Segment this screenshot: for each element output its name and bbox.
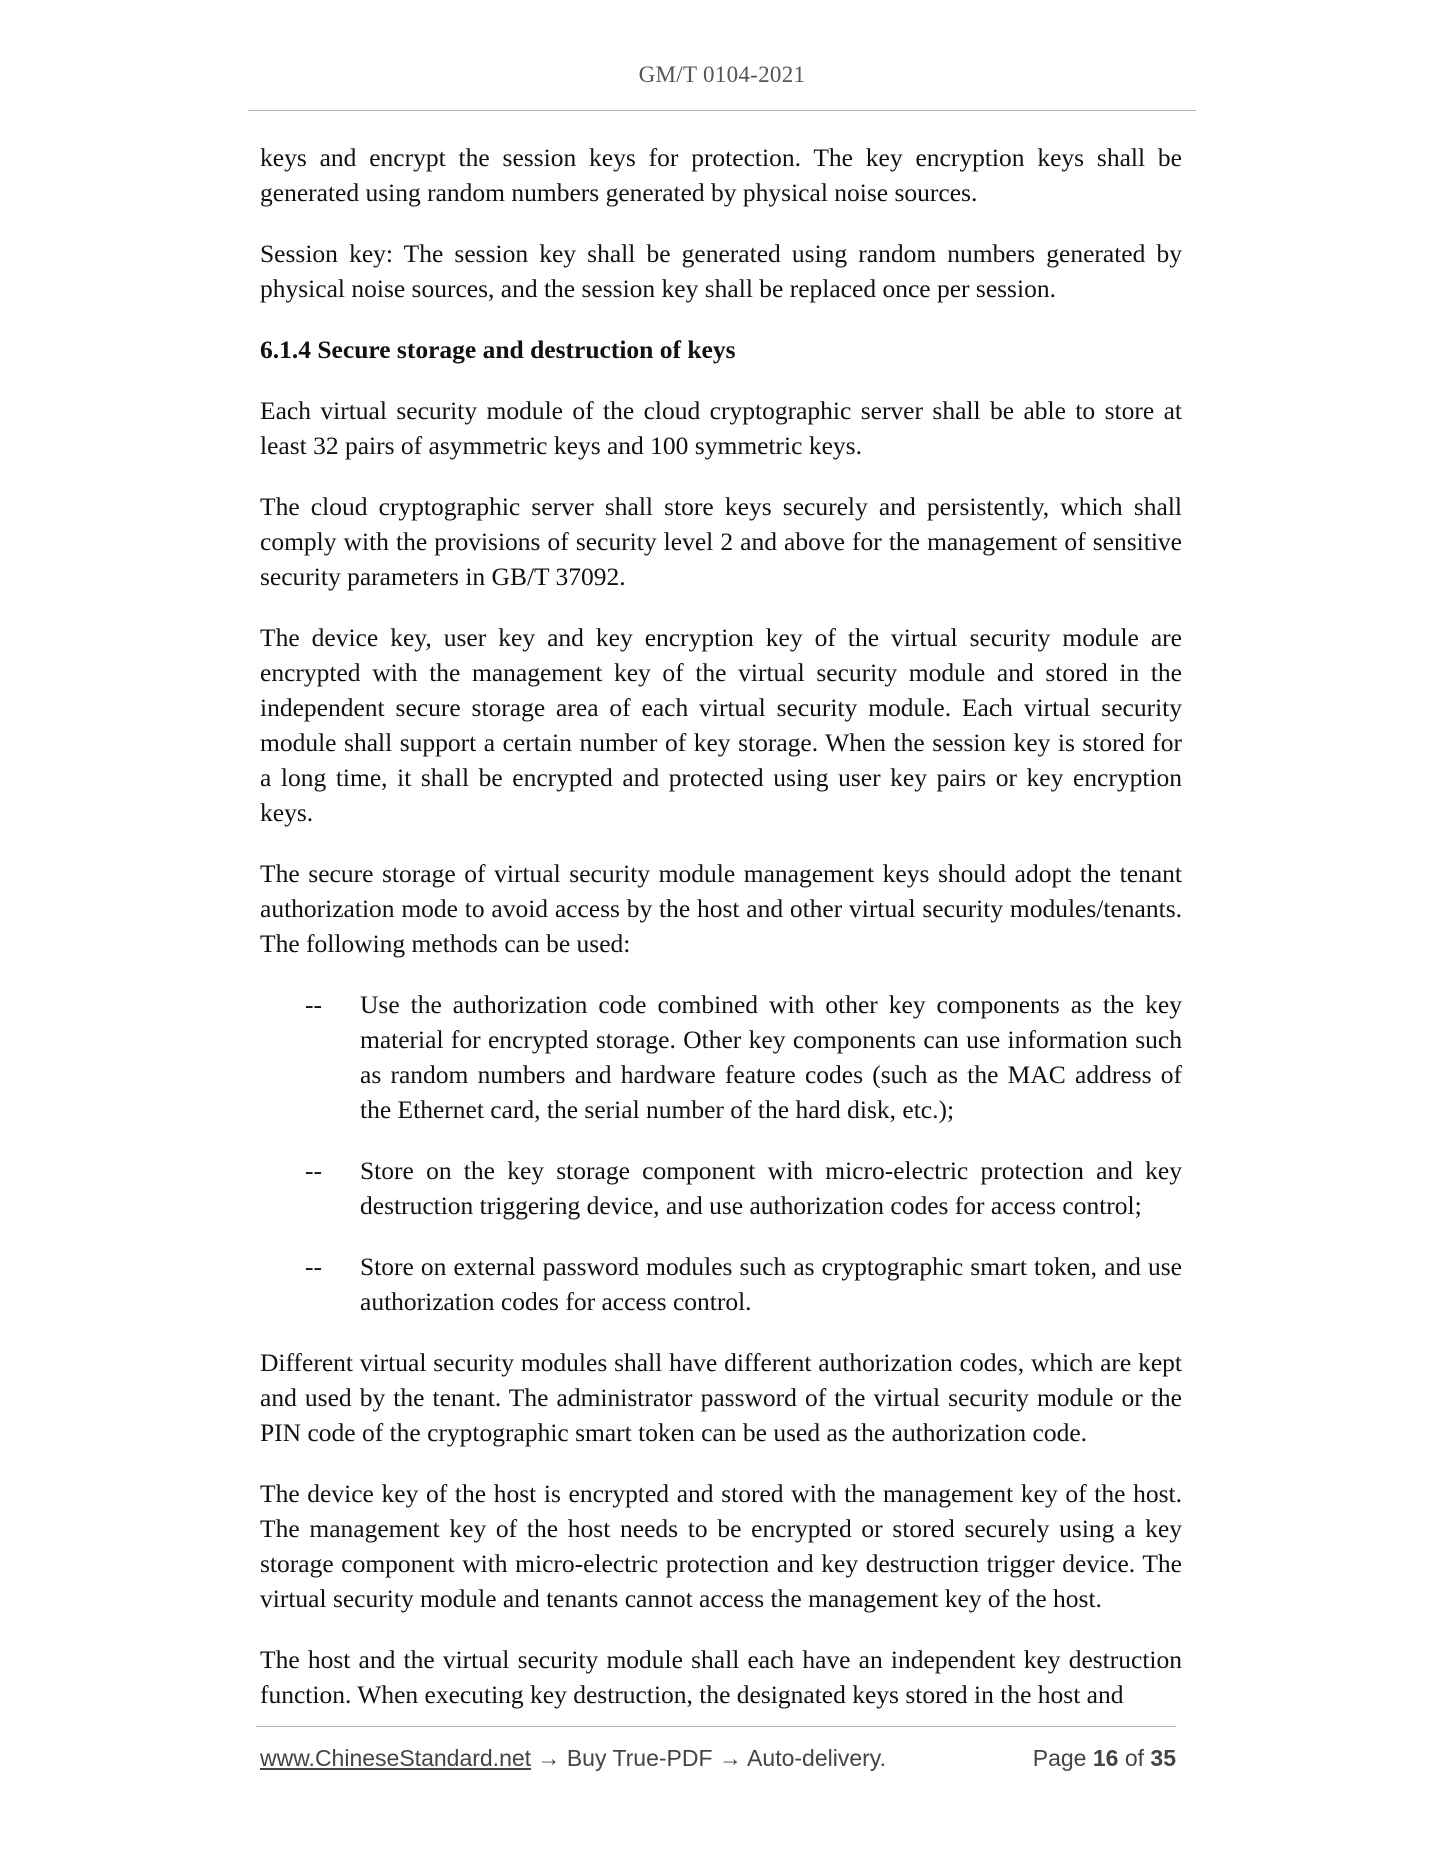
list-item-2 <box>260 1153 1182 1223</box>
page-header-doc-id: GM/T 0104-2021 <box>638 62 806 87</box>
header-divider <box>248 110 1196 111</box>
list-item-3 <box>260 1249 1182 1319</box>
current-page: 16 <box>1092 1745 1119 1771</box>
page-footer <box>260 1745 1176 1772</box>
paragraph-7: Different virtual security modules shall have different authorization codes, which are kept and used by the tenant. The administrator password of the virtual security module or the PIN code of the cryptographic smart token can be used as the authorization code. <box>260 1348 1182 1447</box>
list-marker: -- <box>305 990 322 1019</box>
list-item-text: Store on external password modules such as cryptographic smart token, and use authorization codes for access control. <box>360 1252 1182 1316</box>
of-word: of <box>1118 1745 1151 1771</box>
list-item-1 <box>260 987 1182 1127</box>
list-marker: -- <box>305 1156 322 1185</box>
footer-divider <box>256 1726 1176 1727</box>
paragraph-2: Session key: The session key shall be generated using random numbers generated by physical noise sources, and the session key shall be replaced once per session. <box>260 239 1182 303</box>
paragraph-6: The secure storage of virtual security module management keys should adopt the tenant authorization mode to avoid access by the host and other virtual security modules/tenants. The following methods can be used: <box>260 859 1182 958</box>
site-link[interactable]: www.ChineseStandard.net <box>260 1745 532 1771</box>
document-body <box>260 140 1182 1738</box>
list-item-text: Store on the key storage component with micro-electric protection and key destruction triggering device, and use authorization codes for access control; <box>360 1156 1182 1220</box>
paragraph-9: The host and the virtual security module shall each have an independent key destruction function. When executing key destruction, the designated keys stored in the host and <box>260 1645 1182 1709</box>
paragraph-1: keys and encrypt the session keys for protection. The key encryption keys shall be generated using random numbers generated by physical noise sources. <box>260 143 1182 207</box>
page-number <box>1033 1745 1176 1772</box>
list-item-text: Use the authorization code combined with other key components as the key material for encrypted storage. Other key components can use information such as random numbers and hardware feature codes (such as the MAC address of the Ethernet card, the serial number of the hard disk, etc.); <box>360 990 1182 1124</box>
list-marker: -- <box>305 1252 322 1281</box>
section-heading: 6.1.4 Secure storage and destruction of keys <box>260 335 736 364</box>
footer-promo-text: → Buy True-PDF → Auto-delivery. <box>531 1745 886 1771</box>
paragraph-8: The device key of the host is encrypted and stored with the management key of the host. The management key of the host needs to be encrypted or stored securely using a key storage component with micro-electric protection and key destruction trigger device. The virtual security module and tenants cannot access the management key of the host. <box>260 1479 1182 1613</box>
paragraph-5: The device key, user key and key encryption key of the virtual security module are encrypted with the management key of the virtual security module and stored in the independent secure storage area of each virtual security module. Each virtual security module shall support a certain number of key storage. When the session key is stored for a long time, it shall be encrypted and protected using user key pairs or key encryption keys. <box>260 623 1182 827</box>
page-word: Page <box>1032 1745 1093 1771</box>
paragraph-3: Each virtual security module of the cloud cryptographic server shall be able to store at least 32 pairs of asymmetric keys and 100 symmetric keys. <box>260 396 1182 460</box>
total-pages: 35 <box>1150 1745 1176 1771</box>
paragraph-4: The cloud cryptographic server shall store keys securely and persistently, which shall comply with the provisions of security level 2 and above for the management of sensitive security parameters in GB/T 37092. <box>260 492 1182 591</box>
